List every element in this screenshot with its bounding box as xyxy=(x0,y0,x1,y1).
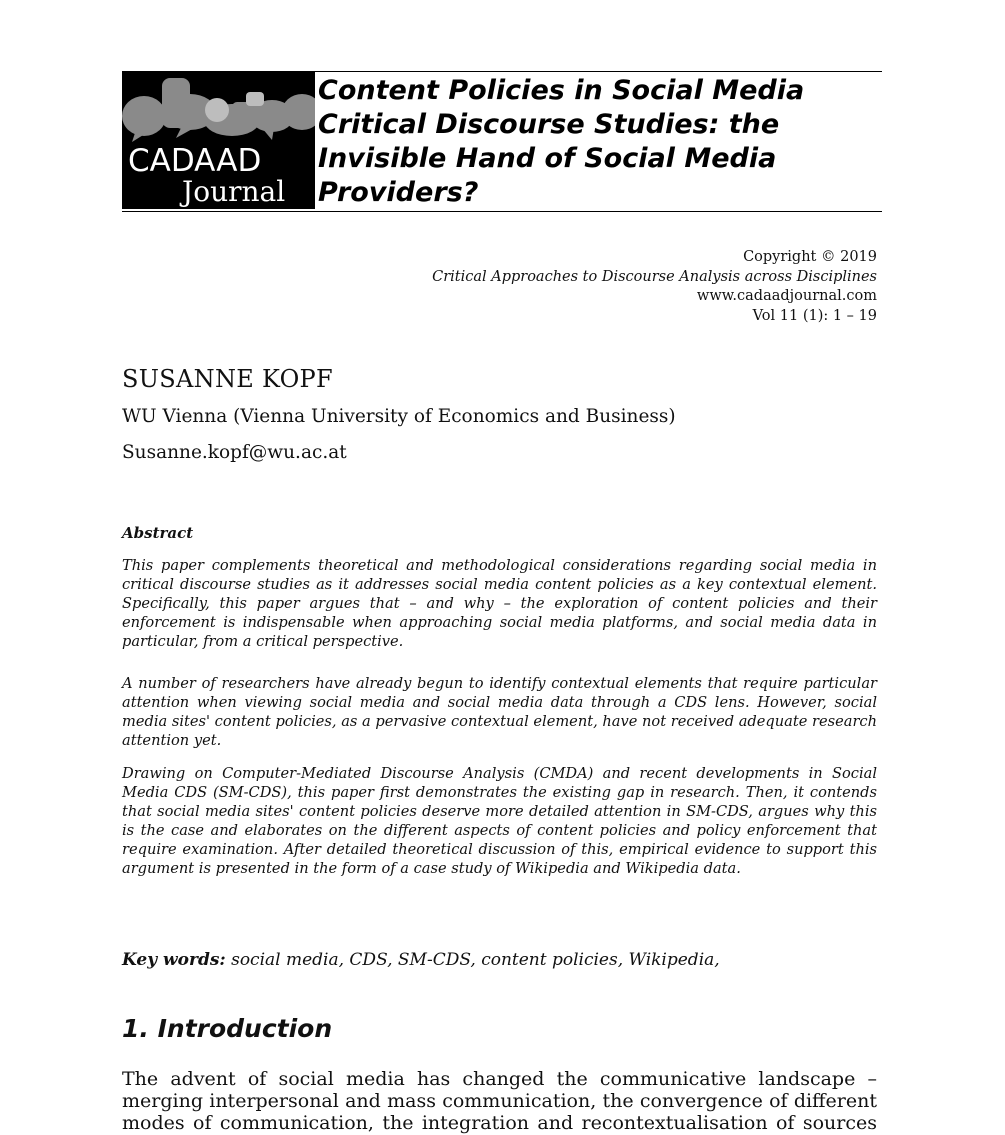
abstract-paragraph-1: This paper complements theoretical and methodological considerations regarding social media in critical discourse studies as it addresses social media content policies as a key contextual element. Specifically, this paper argues that – and why – the exploration of content policies and their enforcement is indispensable when approaching social media platforms, and social media data in particular, from a critical perspective. xyxy=(122,557,877,650)
abstract-paragraph-3: Drawing on Computer-Mediated Discourse Analysis (CMDA) and recent developments in Social Media CDS (SM-CDS), this paper first demonstrates the existing gap in research. Then, it contends that social media sites' content policies deserve more detailed attention in SM-CDS, argues why this is the case and elaborates on the different aspects of content policies and policy enforcement that require examination. After detailed theoretical discussion of this, empirical evidence to support this argument is presented in the form of a case study of Wikipedia and Wikipedia data. xyxy=(122,765,877,877)
article-title: Content Policies in Social Media Critical Discourse Studies: the Invisible Hand of Social Media Providers? xyxy=(318,75,805,208)
keywords-text: social media, CDS, SM-CDS, content policies, Wikipedia, xyxy=(231,950,720,970)
copyright-block xyxy=(432,248,877,326)
author-email: Susanne.kopf@wu.ac.at xyxy=(122,442,347,463)
journal-name: Critical Approaches to Discourse Analysis across Disciplines xyxy=(432,268,877,285)
introduction-paragraph: The advent of social media has changed the communicative landscape – merging interpersonal and mass communication, the convergence of different modes of communication, the integration and recontextualisation of sources xyxy=(122,1068,877,1134)
copyright-line: Copyright © 2019 xyxy=(743,249,877,265)
cadaad-logo xyxy=(122,72,315,209)
keywords-label: Key words: xyxy=(122,950,226,970)
logo-cadaad-text: CADAAD xyxy=(128,143,262,179)
abstract-paragraph-2: A number of researchers have already begun to identify contextual elements that require particular attention when viewing social media and social media data through a CDS lens. However, social media sites' content policies, as a pervasive contextual element, have not received adequate research attention yet. xyxy=(122,675,877,749)
section-heading-introduction: 1. Introduction xyxy=(122,1014,333,1043)
author-affiliation: WU Vienna (Vienna University of Economics and Business) xyxy=(122,406,676,427)
abstract-heading: Abstract xyxy=(122,524,194,542)
author-name: SUSANNE KOPF xyxy=(122,365,333,393)
logo-journal-text: Journal xyxy=(182,175,286,208)
keywords xyxy=(122,950,720,970)
journal-header xyxy=(122,71,882,212)
volume-info: Vol 11 (1): 1 – 19 xyxy=(752,307,877,324)
journal-url: www.cadaadjournal.com xyxy=(696,288,877,304)
